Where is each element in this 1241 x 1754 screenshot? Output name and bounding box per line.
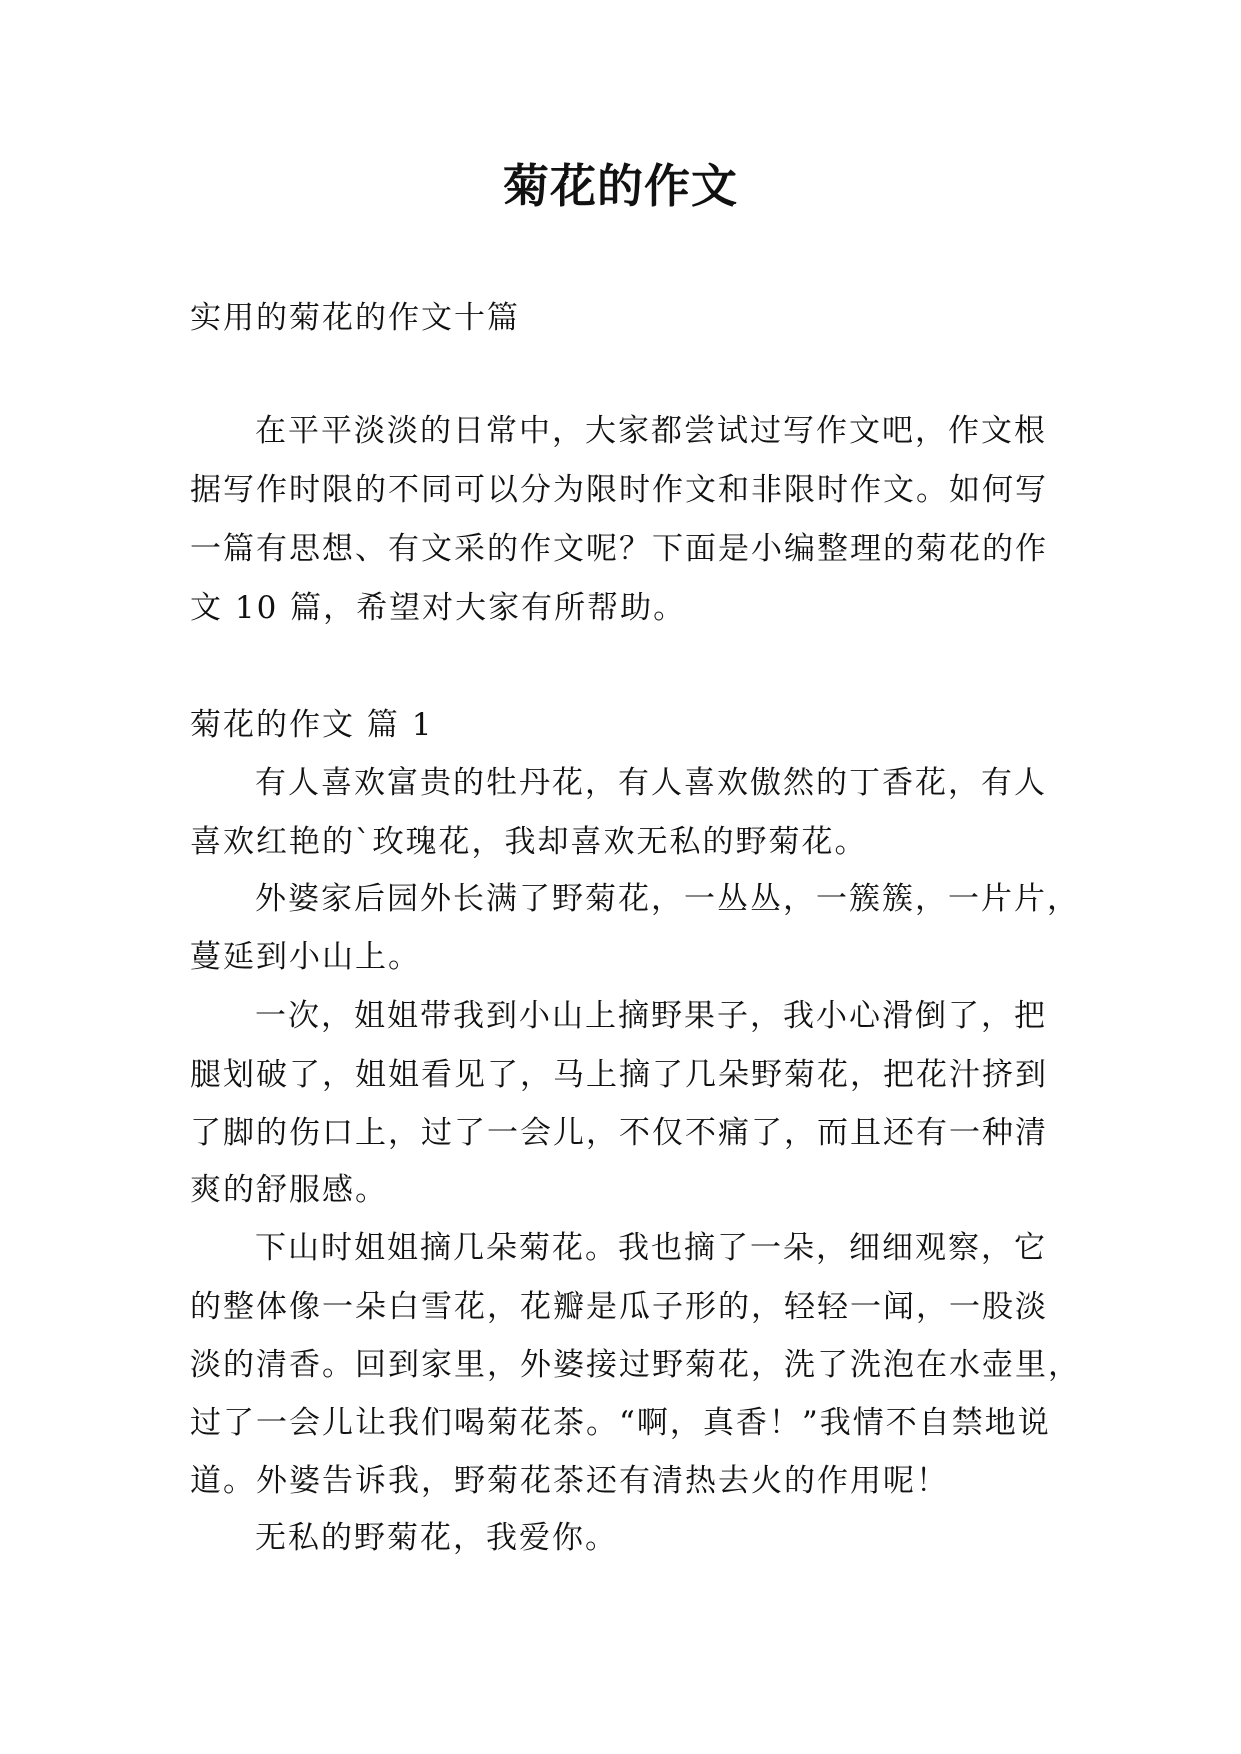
intro-line-3: 一篇有思想、有文采的作文呢？下面是小编整理的菊花的作 (190, 531, 1048, 567)
body-line-12: 过了一会儿让我们喝菊花茶。“啊，真香！”我情不自禁地说 (190, 1405, 1051, 1441)
body-line-14: 无私的野菊花，我爱你。 (255, 1520, 618, 1556)
body-line-1: 有人喜欢富贵的牡丹花，有人喜欢傲然的丁香花，有人 (255, 765, 1047, 801)
body-line-6: 腿划破了，姐姐看见了，马上摘了几朵野菊花，把花汁挤到 (190, 1057, 1048, 1093)
body-line-10: 的整体像一朵白雪花，花瓣是瓜子形的，轻轻一闻，一股淡 (190, 1289, 1048, 1325)
document-title: 菊花的作文 (503, 159, 738, 213)
body-line-11: 淡的清香。回到家里，外婆接过野菊花，洗了洗泡在水壶里， (190, 1347, 1081, 1383)
body-line-4: 蔓延到小山上。 (190, 939, 421, 975)
body-line-2: 喜欢红艳的`玫瑰花，我却喜欢无私的野菊花。 (190, 824, 868, 860)
body-line-7: 了脚的伤口上，过了一会儿，不仅不痛了，而且还有一种清 (190, 1115, 1048, 1151)
body-line-5: 一次，姐姐带我到小山上摘野果子，我小心滑倒了，把 (255, 998, 1047, 1034)
body-line-13: 道。外婆告诉我，野菊花茶还有清热去火的作用呢！ (190, 1463, 949, 1499)
body-line-9: 下山时姐姐摘几朵菊花。我也摘了一朵，细细观察，它 (255, 1230, 1047, 1266)
intro-line-2: 据写作时限的不同可以分为限时作文和非限时作文。如何写 (190, 472, 1048, 508)
body-line-8: 爽的舒服感。 (190, 1172, 388, 1208)
document-subtitle: 实用的菊花的作文十篇 (190, 300, 520, 336)
body-line-3: 外婆家后园外长满了野菊花，一丛丛，一簇簇，一片片， (255, 881, 1080, 917)
section-heading: 菊花的作文 篇 1 (190, 707, 434, 743)
intro-line-4: 文 10 篇，希望对大家有所帮助。 (190, 590, 687, 626)
intro-line-1: 在平平淡淡的日常中，大家都尝试过写作文吧，作文根 (255, 413, 1047, 449)
